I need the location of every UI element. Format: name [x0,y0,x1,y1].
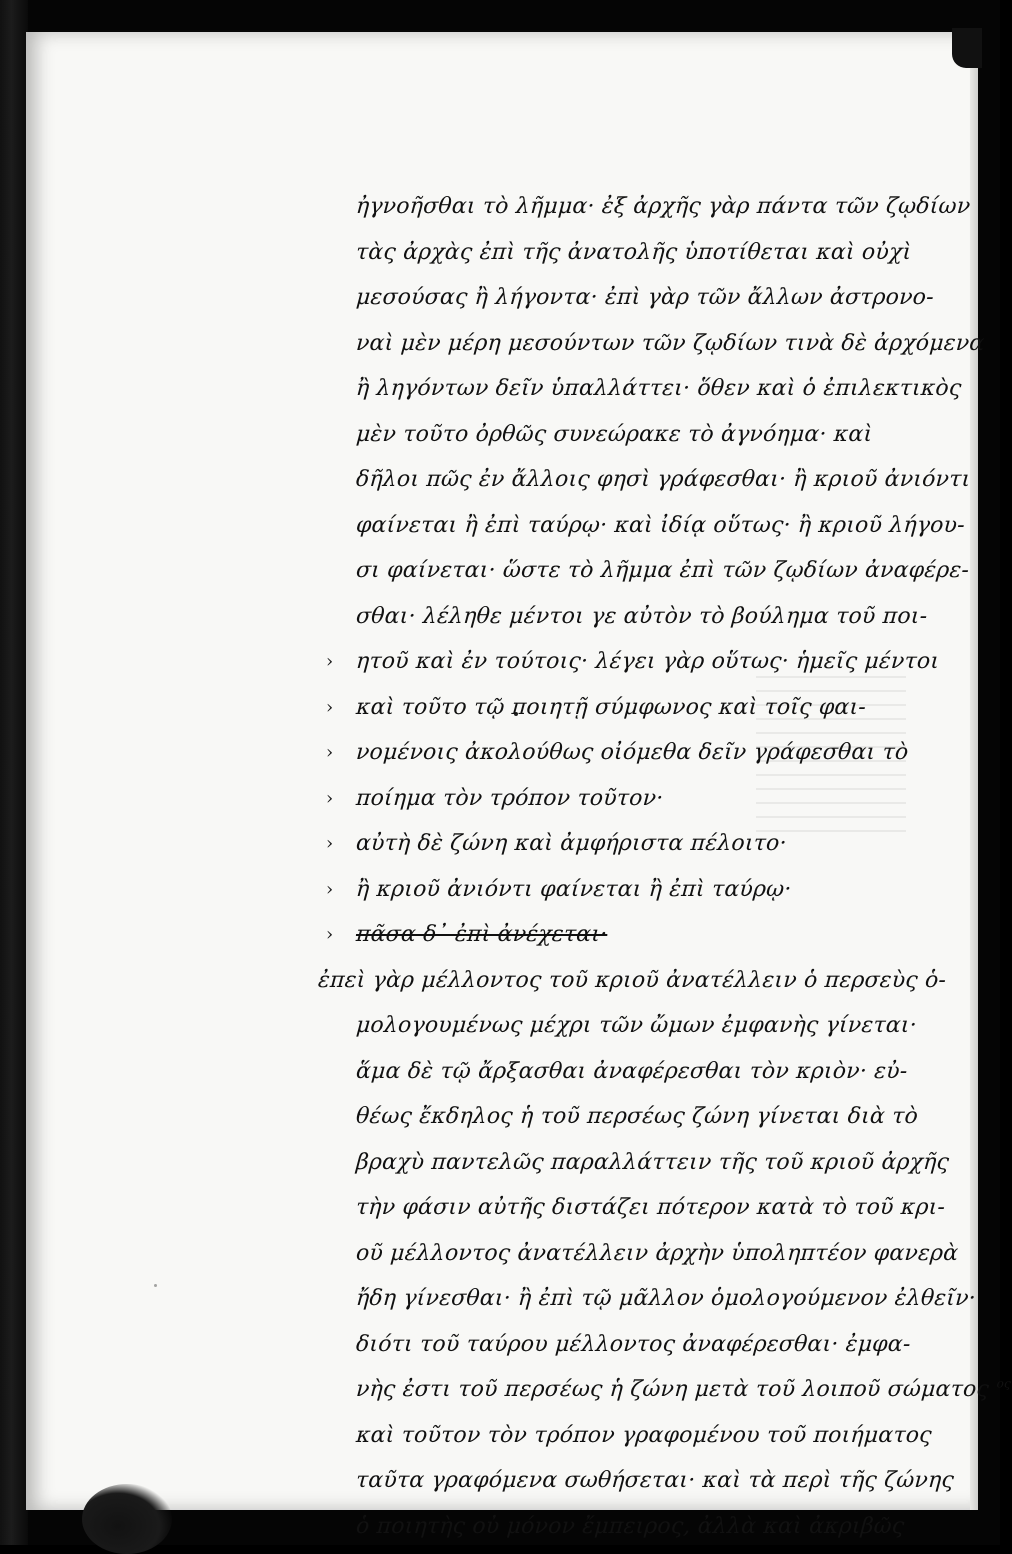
text-line-27: νὴς ἐστι τοῦ περσέως ἡ ζώνη μετὰ τοῦ λοιποῦ σώματος $^{o\varsigma}$ [355,1376,1012,1403]
text-line-10: σθαι· λέληθε μέντοι γε αὐτὸν τὸ βούλημα τοῦ ποι- [355,603,929,629]
book-spine-edge [0,0,28,1545]
page-corner-shadow [952,28,982,68]
text-line-18: ἐπεὶ γὰρ μέλλοντος τοῦ κριοῦ ἀνατέλλειν ὁ περσεὺς ὁ- [317,967,947,993]
text-line-9: σι φαίνεται· ὥστε τὸ λῆμμα ἐπὶ τῶν ζῳδίων ἀναφέρε- [355,558,970,584]
superscript-correction: ος [996,1376,1012,1391]
text-line-12: › καὶ τοῦτο τῷ ποιητῇ σύμφωνος καὶ τοῖς φαι- [354,685,997,731]
text-line-23: τὴν φάσιν αὐτῆς διστάζει πότερον κατὰ τὸ τοῦ κρι- [355,1195,946,1221]
handwritten-text-block [317,184,1012,1549]
text-line-21: θέως ἔκδηλος ἡ τοῦ περσέως ζώνη γίνεται διὰ τὸ [355,1104,919,1130]
text-line-4: ναὶ μὲν μέρη μεσούντων τῶν ζῳδίων τινὰ δὲ ἀρχόμενα [355,330,986,356]
text-line-26: διότι τοῦ ταύρου μέλλοντος ἀναφέρεσθαι· ἐμφα- [355,1331,912,1357]
ink-speck [154,1284,157,1287]
text-line-13: › νομένοις ἀκολούθως οἰόμεθα δεῖν γράφεσθαι τὸ [354,730,997,776]
quotation-mark-diple: › [326,742,334,763]
text-line-24: οῦ μέλλοντος ἀνατέλλειν ἀρχὴν ὑποληπτέον φανερὰ [355,1240,960,1266]
text-line-11: › ητοῦ καὶ ἐν τούτοις· λέγει γὰρ οὕτως· ἡμεῖς μέντοι [354,639,997,685]
text-line-17: › πᾶσα δ᾽ ἐπὶ ἀνέχεται· [354,912,997,958]
quotation-mark-diple: › [326,924,334,945]
text-line-30: ὁ ποιητὴς οὐ μόνον ἔμπειρος, ἀλλὰ καὶ ἀκριβῶς [355,1513,906,1539]
text-line-28: καὶ τοῦτον τὸν τρόπον γραφομένου τοῦ ποιήματος [355,1422,933,1448]
text-line-16: › ἢ κριοῦ ἀνιόντι φαίνεται ἢ ἐπὶ ταύρῳ· [354,867,997,913]
manuscript-page [26,32,1012,1539]
text-line-19: μολογουμένως μέχρι τῶν ὤμων ἐμφανὴς γίνεται· [355,1013,918,1039]
quotation-mark-diple: › [326,696,334,718]
text-line-3: μεσούσας ἢ λήγοντα· ἐπὶ γὰρ τῶν ἄλλων ἀστρονο- [355,285,935,311]
text-line-22: βραχὺ παντελῶς παραλλάττειν τῆς τοῦ κριοῦ ἀρχῆς [355,1149,951,1175]
text-line-29: ταῦτα γραφόμενα σωθήσεται· καὶ τὰ περὶ τῆς ζώνης [355,1468,955,1494]
quotation-mark-diple: › [326,878,334,900]
text-line-20: ἅμα δὲ τῷ ἄρξασθαι ἀναφέρεσθαι τὸν κριὸν· εὐ- [355,1058,909,1084]
text-line-5: ἢ ληγόντων δεῖν ὑπαλλάττει· ὅθεν καὶ ὁ ἐπιλεκτικὸς [355,376,963,402]
quotation-mark-diple: › [326,833,334,854]
text-line-25: ἤδη γίνεσθαι· ἢ ἐπὶ τῷ μᾶλλον ὁμολογούμενον ἐλθεῖν· [355,1286,977,1312]
quotation-mark-diple: › [326,787,334,809]
ink-blot [82,1484,172,1554]
text-line-15: › αὐτὴ δὲ ζώνη καὶ ἀμφήριστα πέλοιτο· [354,821,997,867]
text-line-7: δῆλοι πῶς ἐν ἄλλοις φησὶ γράφεσθαι· ἢ κριοῦ ἀνιόντι [355,467,972,493]
text-line-1: ἠγνοῆσθαι τὸ λῆμμα· ἐξ ἀρχῆς γὰρ πάντα τῶν ζῳδίων [355,194,972,220]
quotation-mark-diple: › [326,651,334,672]
text-line-14: › ποίημα τὸν τρόπον τοῦτον· [354,776,997,822]
text-line-6: μὲν τοῦτο ὀρθῶς συνεώρακε τὸ ἀγνόημα· καὶ [355,421,874,447]
text-line-2: τὰς ἀρχὰς ἐπὶ τῆς ἀνατολῆς ὑποτίθεται καὶ οὐχὶ [355,239,913,265]
text-line-8: φαίνεται ἢ ἐπὶ ταύρῳ· καὶ ἰδίᾳ οὕτως· ἢ κριοῦ λήγου- [355,512,966,538]
